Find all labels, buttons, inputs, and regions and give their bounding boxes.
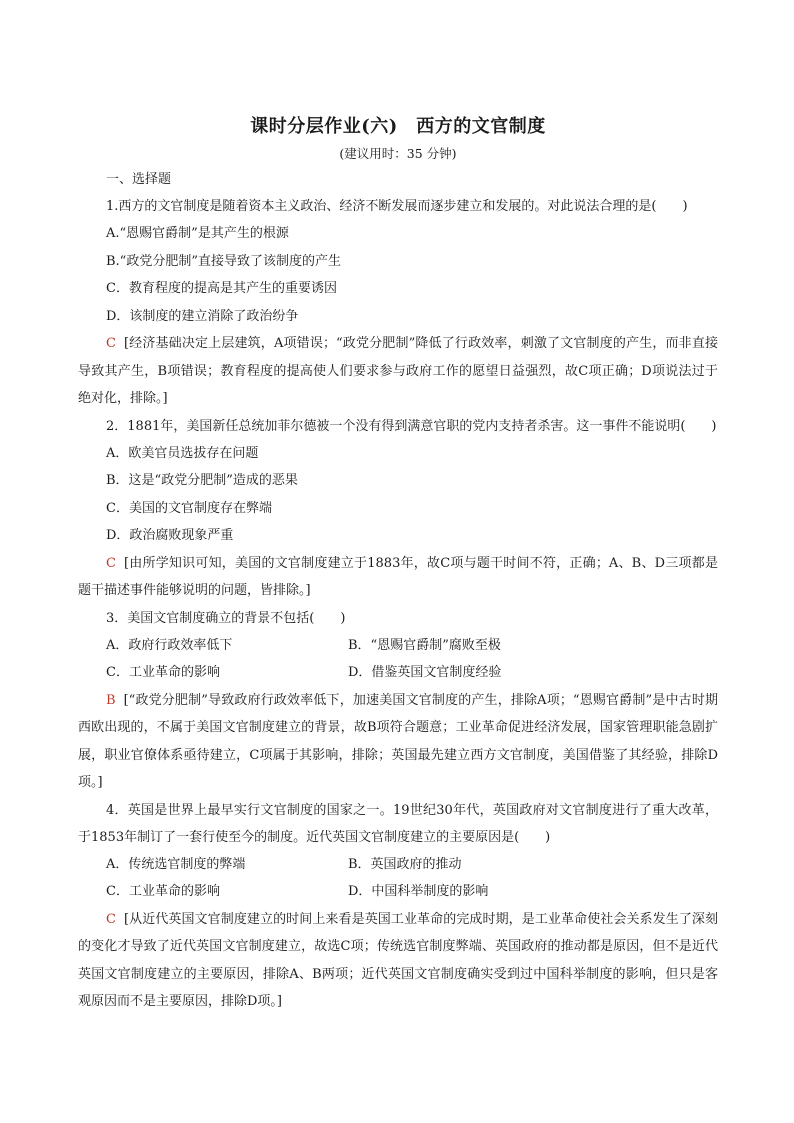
explanation-text: [从近代英国文官制度建立的时间上来看是英国工业革命的完成时期，是工业革命使社会关系发生了深刻的变化才导致了近代英国文官制度建立，故选C项；传统选官制度弊端、英国政府的推动都是原因，但不是近代英国文官制度建立的主要原因，排除A、B两项；近代英国文官制度确实受到过中国科举制度的影响，但只是客观原因而不是主要原因，排除D项。] [78,911,718,1009]
option-a: A．欧美官员选拔存在问题 [106,445,259,461]
option-b: B.“政党分肥制”直接导致了该制度的产生 [106,253,341,269]
explanation-text: [经济基础决定上层建筑，A项错误；“政党分肥制”降低了行政效率，刺激了文官制度的产生，而非直接导致其产生，B项错误；教育程度的提高使人们要求参与政府工作的愿望日益强烈，故C项正确；D项说法过于绝对化，排除。] [78,336,718,406]
option-c: C．工业革命的影响 [106,884,220,899]
option-b: B．这是“政党分肥制”造成的恶果 [106,473,298,488]
answer-letter: C [106,911,116,927]
question-1 [78,193,718,413]
option-d: D．该制度的建立消除了政治纷争 [106,308,299,324]
option-c: C．美国的文官制度存在弊端 [106,500,272,516]
question-stem: 1.西方的文官制度是随着资本主义政治、经济不断发展而逐步建立和发展的。对此说法合理的是( ) [106,199,688,214]
question-stem: 2．1881年，美国新任总统加菲尔德被一个没有得到满意官职的党内支持者杀害。这一事件不能说明( ) [106,418,717,434]
option-d: D．借鉴英国文官制度经验 [348,665,502,680]
question-stem: 3．美国文官制度确立的背景不包括( ) [106,610,346,626]
option-b: B．英国政府的推动 [348,856,462,872]
question-2 [78,413,718,605]
suggested-time: (建议用时：35 分钟) [339,146,457,161]
answer-letter: B [106,692,116,708]
answer-explanation [78,906,718,1016]
question-stem: 4．英国是世界上最早实行文官制度的国家之一。19世纪30年代，英国政府对文官制度进行了重大改革，于1853年制订了一套行使至今的制度。近代英国文官制度建立的主要原因是( ) [78,802,718,845]
answer-letter: C [106,555,116,571]
options-row [78,851,718,879]
option-d: D．政治腐败现象严重 [106,528,234,543]
option-a: A．传统选官制度的弊端 [106,856,246,872]
section-heading: 一、选择题 [106,172,172,187]
answer-explanation [78,330,718,413]
document-page [78,112,718,1016]
answer-explanation [78,687,718,797]
question-3 [78,605,718,797]
option-a: A．政府行政效率低下 [106,637,233,653]
question-4 [78,797,718,1016]
options-row [78,878,718,906]
explanation-text: [“政党分肥制”导致政府行政效率低下，加速美国文官制度的产生，排除A项；“恩赐官爵制”是中古时期西欧出现的，不属于美国文官制度建立的背景，故B项符合题意；工业革命促进经济发展，国家管理职能急剧扩展，职业官僚体系亟待建立，C项属于其影响，排除；英国最先建立西方文官制度，美国借鉴了其经验，排除D项。] [78,692,718,790]
explanation-text: [由所学知识可知，美国的文官制度建立于1883年，故C项与题干时间不符，正确；A、B、D三项都是题干描述事件能够说明的问题，皆排除。] [78,555,718,598]
option-c: C．教育程度的提高是其产生的重要诱因 [106,281,337,296]
options-row [78,632,718,660]
answer-letter: C [106,336,116,351]
options-row [78,659,718,687]
option-a: A.“恩赐官爵制”是其产生的根源 [106,226,289,241]
answer-explanation [78,550,718,605]
option-b: B．“恩赐官爵制”腐败至极 [348,637,501,653]
option-d: D．中国科举制度的影响 [348,884,489,899]
option-c: C．工业革命的影响 [106,665,220,680]
page-title: 课时分层作业(六) 西方的文官制度 [250,116,546,137]
